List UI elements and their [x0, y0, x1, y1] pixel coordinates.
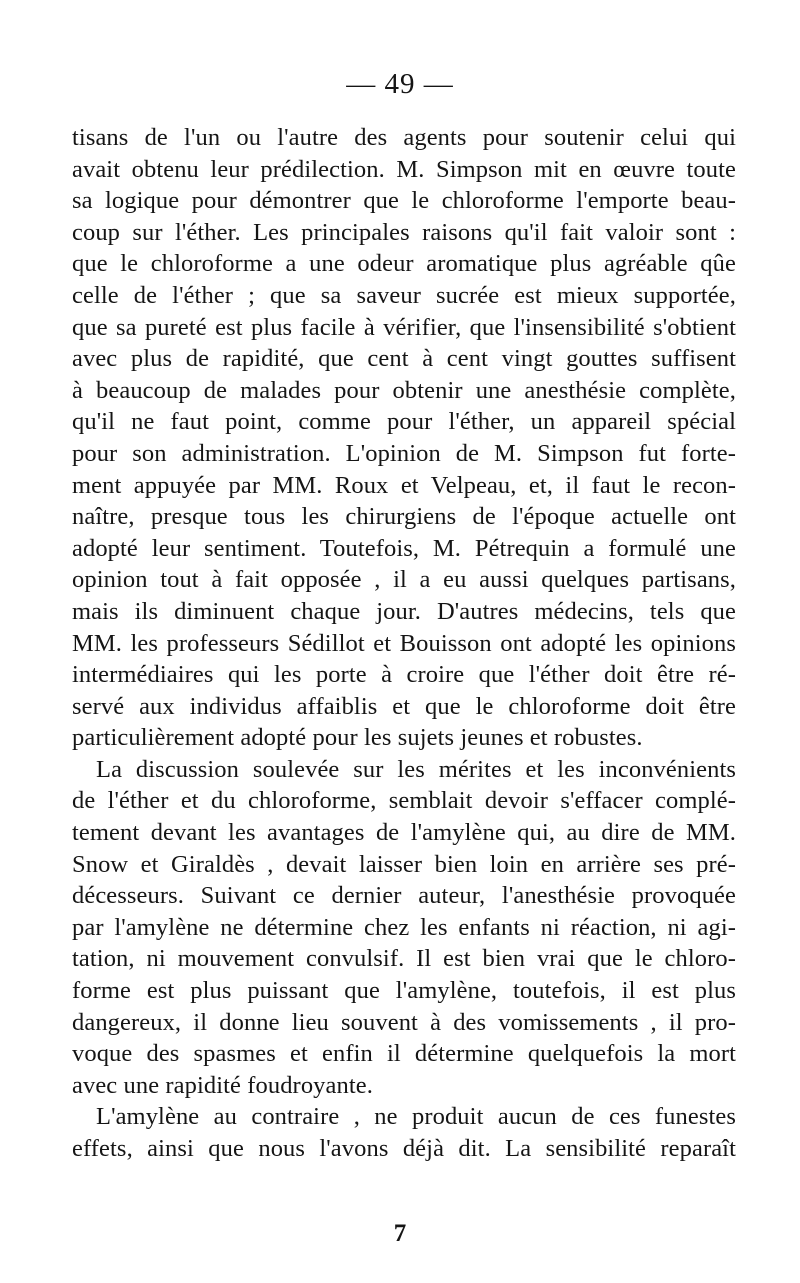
text-line: sa logique pour démontrer que le chloroforme l'emporte beau- — [72, 187, 736, 215]
text-line: pour son administration. L'opinion de M. Simpson fut forte- — [72, 439, 736, 467]
text-line: Snow et Giraldès , devait laisser bien loin en arrière ses pré- — [72, 850, 736, 878]
text-line: tation, ni mouvement convulsif. Il est bien vrai que le chloro- — [72, 945, 736, 973]
text-line: effets, ainsi que nous l'avons déjà dit. La sensibilité reparaît — [72, 1135, 736, 1162]
paragraph-start-line: L'amylène au contraire , ne produit aucun de ces funestes — [96, 1103, 736, 1131]
page-number: — 49 — — [346, 68, 454, 100]
text-line: que le chloroforme a une odeur aromatique plus agréable qûe — [72, 250, 736, 278]
text-line: à beaucoup de malades pour obtenir une anesthésie complète, — [72, 376, 736, 404]
text-line: dangereux, il donne lieu souvent à des vomissements , il pro- — [72, 1008, 736, 1036]
text-line: adopté leur sentiment. Toutefois, M. Pétrequin a formulé une — [72, 534, 736, 562]
text-line: intermédiaires qui les porte à croire que l'éther doit être ré- — [72, 661, 736, 689]
text-line: que sa pureté est plus facile à vérifier, que l'insensibilité s'obtient — [72, 313, 736, 341]
text-line: tisans de l'un ou l'autre des agents pour soutenir celui qui — [72, 124, 736, 151]
body-text — [72, 122, 736, 1165]
text-line: avait obtenu leur prédilection. M. Simpson mit en œuvre toute — [72, 155, 736, 183]
signature-mark: 7 — [393, 1220, 407, 1247]
text-line: particulièrement adopté pour les sujets jeunes et robustes. — [72, 724, 643, 752]
text-line: forme est plus puissant que l'amylène, toutefois, il est plus — [72, 977, 736, 1005]
text-line: mais ils diminuent chaque jour. D'autres médecins, tels que — [72, 597, 736, 625]
text-line: coup sur l'éther. Les principales raisons qu'il fait valoir sont : — [72, 218, 736, 246]
text-line: naître, presque tous les chirurgiens de l'époque actuelle ont — [72, 503, 736, 531]
text-line: de l'éther et du chloroforme, semblait devoir s'effacer complé- — [72, 787, 736, 815]
text-line: par l'amylène ne détermine chez les enfants ni réaction, ni agi- — [72, 913, 736, 941]
paragraph-start-line: La discussion soulevée sur les mérites et les inconvénients — [96, 755, 736, 783]
text-line: servé aux individus affaiblis et que le chloroforme doit être — [72, 692, 736, 720]
text-line: voque des spasmes et enfin il détermine quelquefois la mort — [72, 1040, 736, 1068]
text-line: tement devant les avantages de l'amylène qui, au dire de MM. — [72, 819, 736, 847]
text-line: décesseurs. Suivant ce dernier auteur, l'anesthésie provoquée — [72, 882, 736, 910]
text-line: MM. les professeurs Sédillot et Bouisson ont adopté les opinions — [72, 629, 736, 657]
text-line: celle de l'éther ; que sa saveur sucrée est mieux supportée, — [72, 281, 736, 309]
text-line: qu'il ne faut point, comme pour l'éther, un appareil spécial — [72, 408, 736, 436]
text-line: avec plus de rapidité, que cent à cent vingt gouttes suffisent — [72, 345, 736, 373]
text-line: opinion tout à fait opposée , il a eu aussi quelques partisans, — [72, 566, 736, 594]
text-line: ment appuyée par MM. Roux et Velpeau, et, il faut le recon- — [72, 471, 736, 499]
text-line: avec une rapidité foudroyante. — [72, 1071, 373, 1099]
